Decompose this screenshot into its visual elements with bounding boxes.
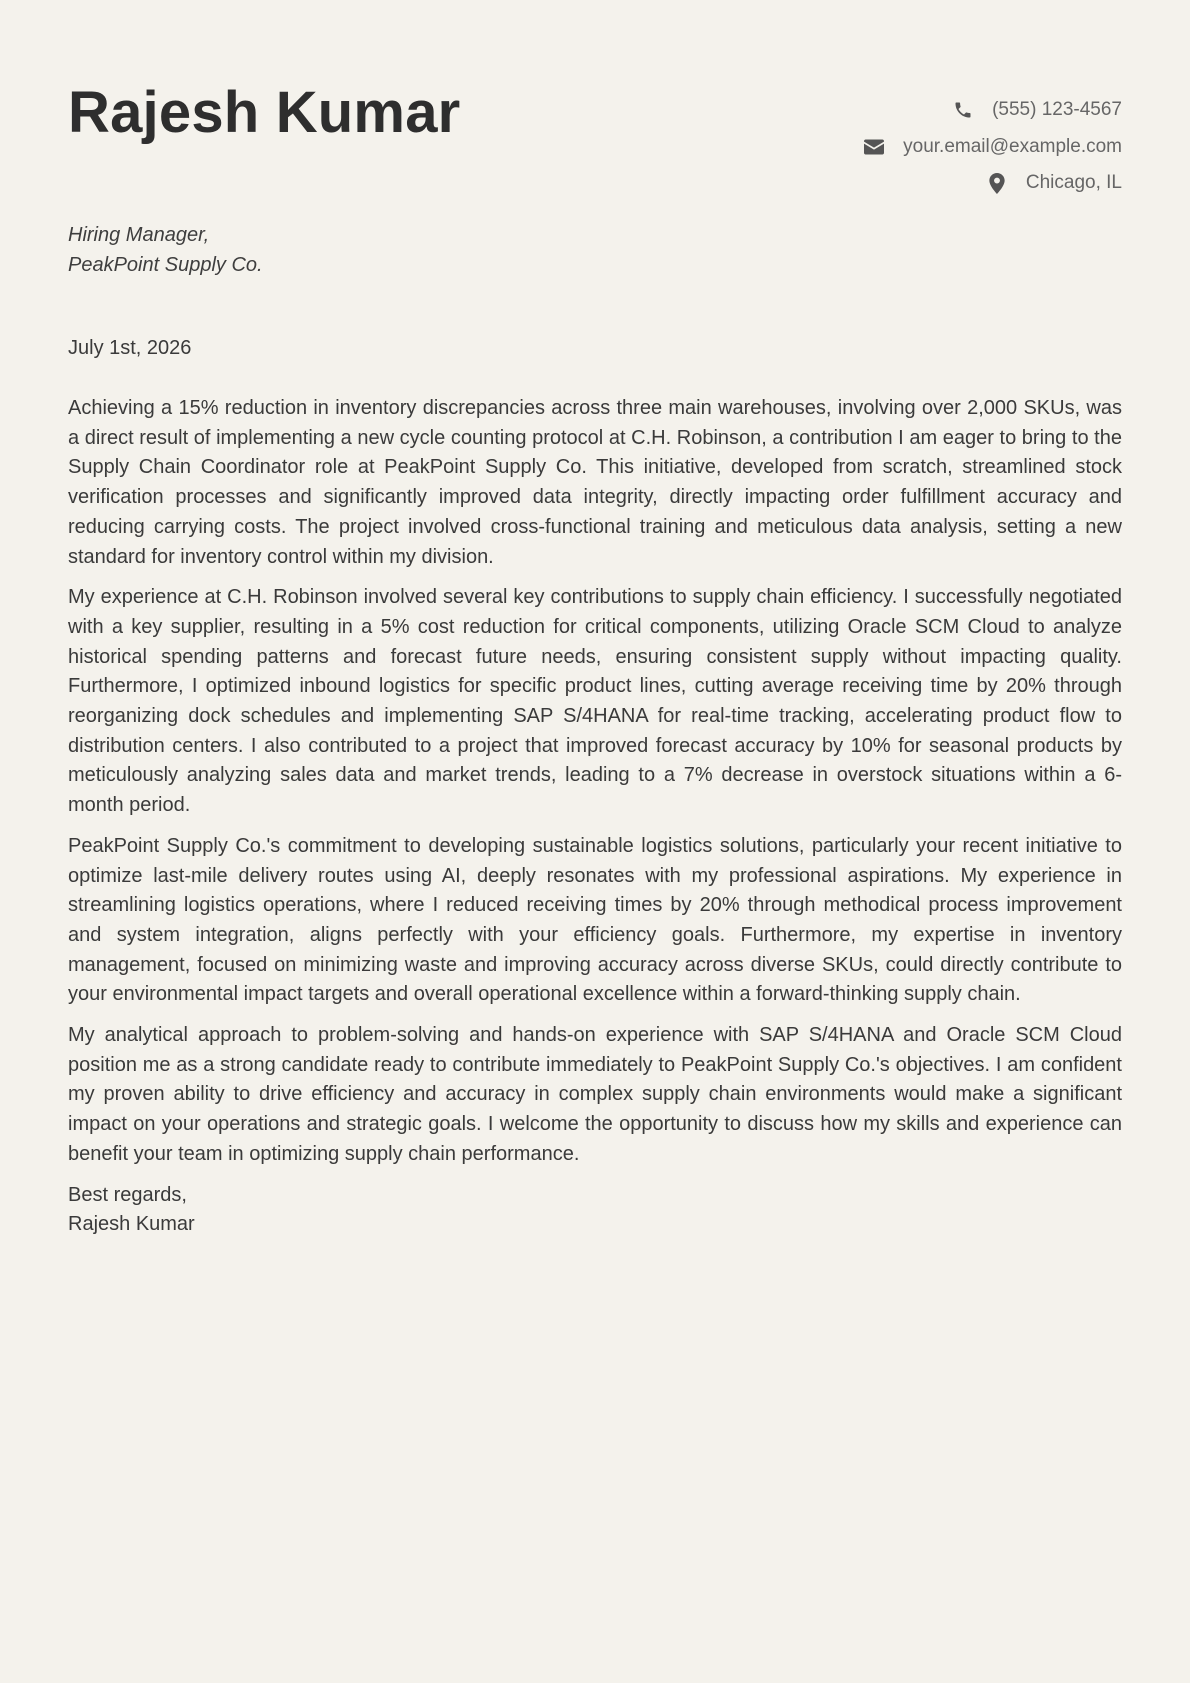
recipient-block: [68, 220, 1122, 280]
letter-body: [68, 394, 1122, 1170]
recipient-title: Hiring Manager,: [68, 224, 210, 246]
map-pin-icon: [986, 172, 1008, 194]
body-paragraph: Achieving a 15% reduction in inventory discrepancies across three main warehouses, involving over 2,000 SKUs, was a direct result of implementing a new cycle counting protocol at C.H. Robinson, a contribution I am eager to bring to the Supply Chain Coordinator role at PeakPoint Supply Co. This initiative, developed from scratch, streamlined stock verification processes and significantly improved data integrity, directly impacting order fulfillment accuracy and reducing carrying costs. The project involved cross-functional training and meticulous data analysis, setting a new standard for inventory control within my division.: [68, 397, 1122, 568]
contact-email-row: [863, 129, 1122, 166]
letter-date: July 1st, 2026: [68, 337, 192, 359]
contact-email: your.email@example.com: [903, 135, 1122, 157]
body-paragraph: My analytical approach to problem-solving and hands-on experience with SAP S/4HANA and Oracle SCM Cloud position me as a strong candidate ready to contribute immediately to PeakPoint Supply Co.'s objectives. I am confident my proven ability to drive efficiency and accuracy in complex supply chain environments would make a significant impact on your operations and strategic goals. I welcome the opportunity to discuss how my skills and experience can benefit your team in optimizing supply chain performance.: [68, 1024, 1122, 1165]
applicant-name: Rajesh Kumar: [68, 80, 461, 145]
contact-location: Chicago, IL: [1025, 172, 1122, 194]
envelope-icon: [863, 136, 885, 158]
letter-header: [68, 0, 1122, 200]
contact-info: [863, 92, 1122, 202]
contact-phone-row: [863, 92, 1122, 129]
contact-location-row: [863, 165, 1122, 202]
recipient-company: PeakPoint Supply Co.: [68, 254, 263, 276]
contact-phone: (555) 123-4567: [992, 99, 1122, 121]
closing-signature: Rajesh Kumar: [68, 1213, 195, 1236]
letter-closing: [68, 1181, 1122, 1240]
body-paragraph: My experience at C.H. Robinson involved several key contributions to supply chain efficiency. I successfully negotiated with a key supplier, resulting in a 5% cost reduction for critical components, utilizing Oracle SCM Cloud to analyze historical spending patterns and forecast future needs, ensuring consistent supply without impacting quality. Furthermore, I optimized inbound logistics for specific product lines, cutting average receiving time by 20% through reorganizing dock schedules and implementing SAP S/4HANA for real-time tracking, accelerating product flow to distribution centers. I also contributed to a project that improved forecast accuracy by 10% for seasonal products by meticulously analyzing sales data and market trends, leading to a 7% decrease in overstock situations within a 6-month period.: [68, 586, 1122, 817]
closing-salutation: Best regards,: [68, 1183, 187, 1206]
body-paragraph: PeakPoint Supply Co.'s commitment to developing sustainable logistics solutions, particularly your recent initiative to optimize last-mile delivery routes using AI, deeply resonates with my professional aspirations. My experience in streamlining logistics operations, where I reduced receiving times by 20% through methodical process improvement and system integration, aligns perfectly with your efficiency goals. Furthermore, my expertise in inventory management, focused on minimizing waste and improving accuracy across diverse SKUs, could directly contribute to your environmental impact targets and overall operational excellence within a forward-thinking supply chain.: [68, 834, 1122, 1006]
phone-icon: [952, 99, 974, 121]
